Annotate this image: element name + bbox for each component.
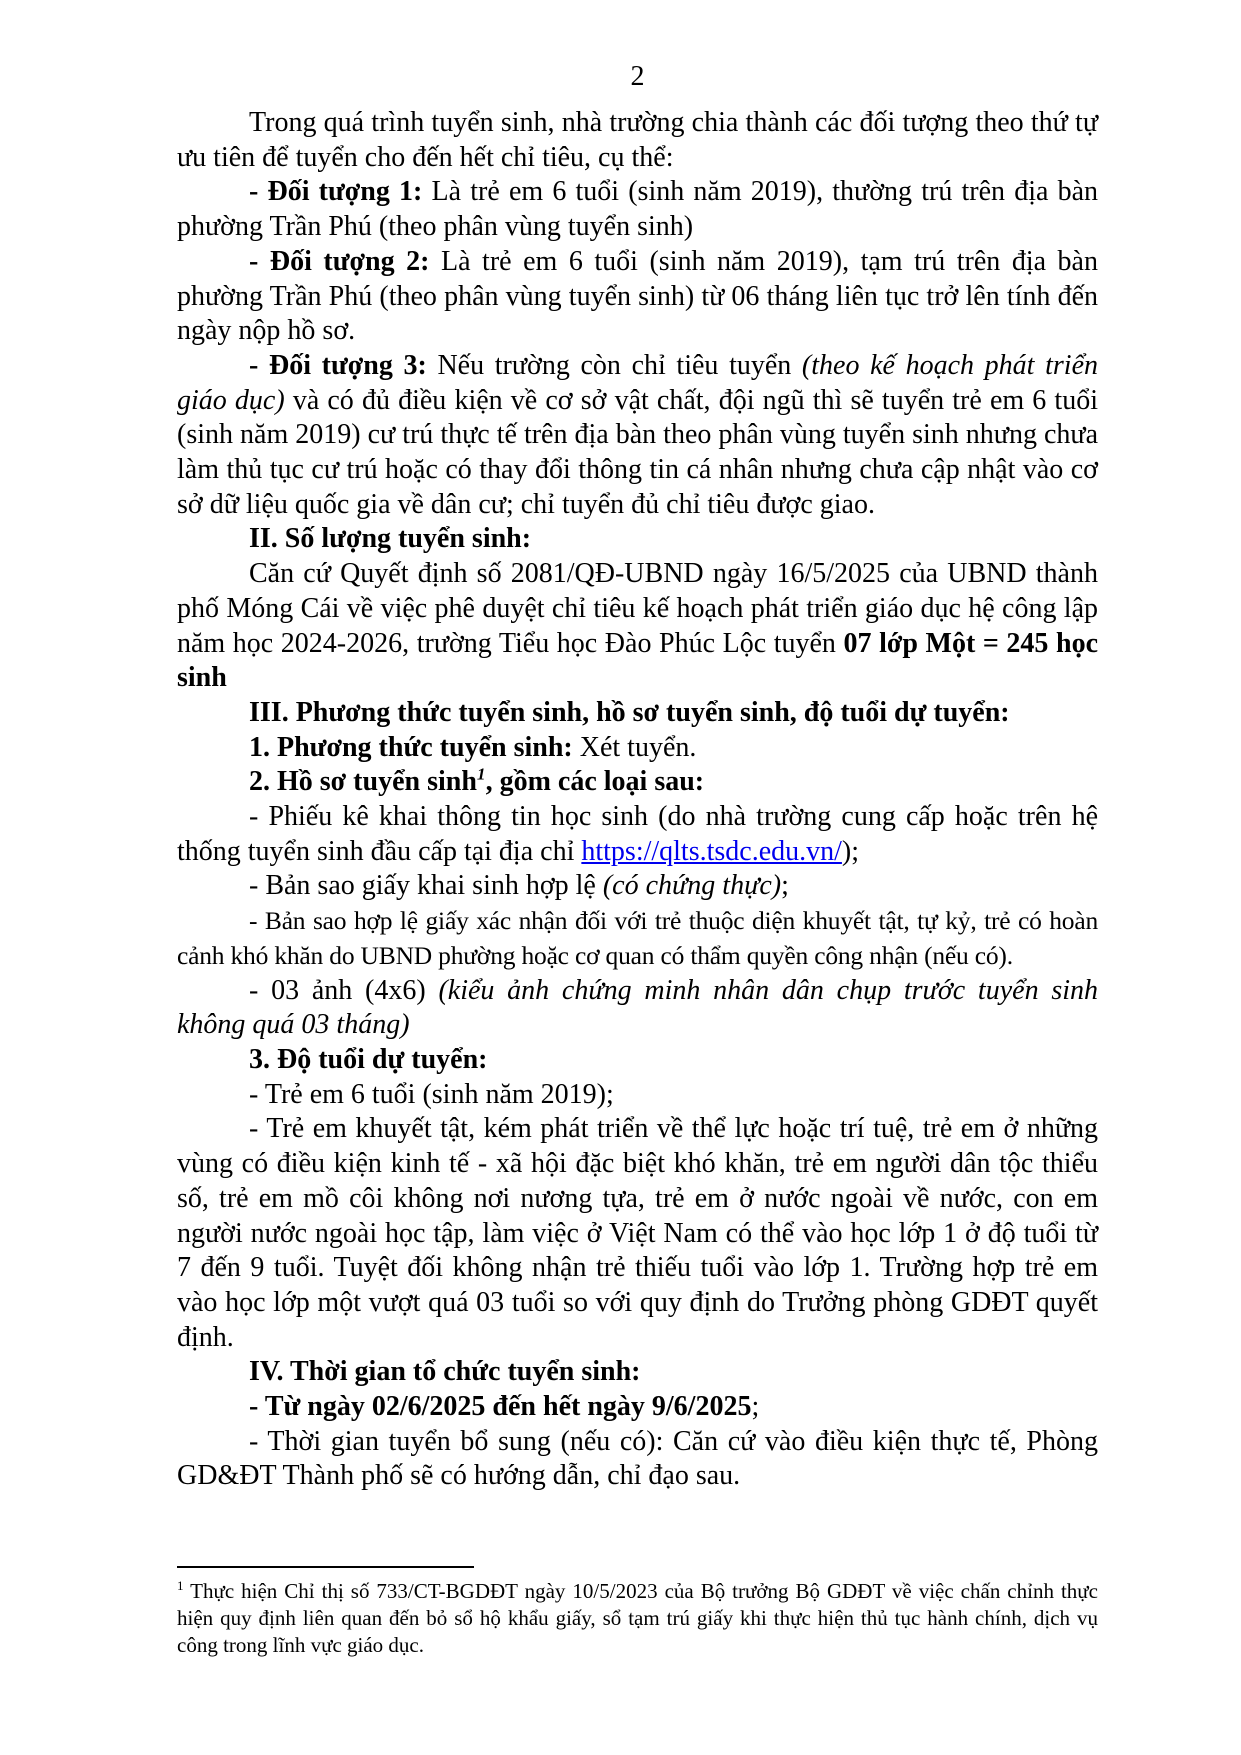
paragraph-thoi-gian [177,1390,1098,1425]
page-number: 2 [630,61,645,92]
paragraph-phuong-thuc [177,731,1098,766]
document-body [177,106,1098,1494]
text-run: ); [841,835,860,867]
text-run: Là trẻ em 6 tuổi (sinh năm 2019), thường trú trên địa bàn phường Trần Phú (theo phân vùng tuyển sinh) [177,176,1098,243]
paragraph-anh-the [177,974,1098,1043]
text-run: Nếu trường còn chỉ tiêu tuyển [426,349,802,381]
text-run: - Phiếu kê khai thông tin học sinh (do nhà trường cung cấp hoặc trên hệ thống tuyển sinh đầu cấp tại địa chỉ [177,801,1098,867]
text-run: - 03 ảnh (4x6) [249,974,439,1006]
paragraph-tre-khuyet-tat [177,1112,1098,1355]
text-run: - Đối tượng 1: [249,176,423,208]
heading-do-tuoi-du-tuyen [177,1043,1098,1078]
footnote-section [177,1566,1098,1659]
paragraph-ban-sao-xac-nhan [177,904,1098,973]
enrollment-portal-link[interactable]: https://qlts.tsdc.edu.vn/ [581,835,842,867]
paragraph-tre-6-tuoi [177,1078,1098,1113]
paragraph-doi-tuong-2 [177,245,1098,349]
text-run: 07 lớp Một = 245 học sinh [177,627,1098,694]
text-run: - Đối tượng 3: [249,349,427,381]
paragraph-can-cu-quyet-dinh [177,557,1098,696]
text-run: - Trẻ em 6 tuổi (sinh năm 2019); [249,1078,614,1110]
paragraph-phieu-ke-khai [177,800,1098,869]
paragraph-doi-tuong-3 [177,349,1098,523]
text-run: ; [781,870,789,902]
paragraph-ho-so-tuyen-sinh [177,765,1098,800]
text-run: - Từ ngày 02/6/2025 đến hết ngày 9/6/2025 [249,1391,752,1423]
heading-phuong-thuc-tuyen-sinh [177,696,1098,731]
heading-text: 3. Độ tuổi dự tuyển: [249,1043,488,1075]
text-run: (theo kế hoạch phát triển giáo dục) [177,349,1098,416]
heading-text: III. Phương thức tuyển sinh, hồ sơ tuyển sinh, độ tuổi dự tuyển: [249,696,1010,728]
paragraph-doi-tuong-1 [177,175,1098,244]
text-run: Trong quá trình tuyển sinh, nhà trường chia thành các đối tượng theo thứ tự ưu tiên để tuyển cho đến hết chỉ tiêu, cụ thể: [177,107,1098,173]
footnote-text-run: Thực hiện Chỉ thị số 733/CT-BGDĐT ngày 10/5/2023 của Bộ trưởng Bộ GDĐT về việc chấn chỉnh thực hiện quy định liên quan đến bỏ sổ hộ khẩu giấy, sổ tạm trú giấy khi thực hiện thủ tục hành chính, dịch vụ công trong lĩnh vực giáo dục. [177,1579,1098,1657]
text-run: - Trẻ em khuyết tật, kém phát triển về thể lực hoặc trí tuệ, trẻ em ở những vùng có điều kiện kinh tế - xã hội đặc biệt khó khăn, trẻ em người dân tộc thiểu số, trẻ em mồ côi không nơi nương tựa, trẻ em ở nước ngoài về nước, con em người nước ngoài học tập, làm việc ở Việt Nam có thể vào học lớp 1 ở độ tuổi từ 7 đến 9 tuổi. Tuyệt đối không nhận trẻ thiếu tuổi vào lớp 1. Trường hợp trẻ em vào học lớp một vượt quá 03 tuổi so với quy định do Trưởng phòng GDĐT quyết định. [177,1113,1098,1353]
footnote-separator [177,1566,474,1568]
text-run: 2. Hồ sơ tuyển sinh [249,766,477,798]
text-run: Căn cứ Quyết định số 2081/QĐ-UBND ngày 16/5/2025 của UBND thành phố Móng Cái về việc phê duyệt chỉ tiêu kế hoạch phát triển giáo dục hệ công lập năm học 2024-2026, trường Tiểu học Đào Phúc Lộc tuyển [177,558,1098,659]
text-run: Xét tuyển. [572,731,697,763]
text-run: Là trẻ em 6 tuổi (sinh năm 2019), tạm trú trên địa bàn phường Trần Phú (theo phân vùng tuyển sinh) từ 06 tháng liên tục trở lên tính đến ngày nộp hồ sơ. [177,245,1098,347]
text-run: (có chứng thực) [602,870,782,902]
text-run: và có đủ điều kiện về cơ sở vật chất, đội ngũ thì sẽ tuyển trẻ em 6 tuổi (sinh năm 2019) cư trú thực tế trên địa bàn theo phân vùng tuyển sinh nhưng chưa làm thủ tục cư trú hoặc có thay đổi thông tin cá nhân nhưng chưa cập nhật vào cơ sở dữ liệu quốc gia về dân cư; chỉ tuyển đủ chỉ tiêu được giao. [177,384,1098,520]
paragraph-intro [177,106,1098,175]
footnote [177,1578,1098,1659]
text-run: , gồm các loại sau: [485,766,705,798]
text-run: (kiểu ảnh chứng minh nhân dân chụp trước tuyển sinh không quá 03 tháng) [177,974,1099,1041]
text-run: - Bản sao hợp lệ giấy xác nhận đối với trẻ thuộc diện khuyết tật, tự kỷ, trẻ có hoàn cảnh khó khăn do UBND phường hoặc cơ quan có thẩm quyền công nhận (nếu có). [177,906,1098,970]
text-run: - Đối tượng 2: [249,245,430,277]
heading-so-luong-tuyen-sinh [177,522,1098,557]
text-run: 1. Phương thức tuyển sinh: [249,731,573,763]
paragraph-ban-sao-khai-sinh [177,869,1098,904]
footnote-reference: 1 [476,765,486,785]
footnote-marker: 1 [177,1578,184,1593]
heading-text: IV. Thời gian tổ chức tuyển sinh: [249,1356,641,1388]
text-run: ; [751,1391,760,1423]
paragraph-tuyen-bo-sung [177,1425,1098,1494]
text-run: - Bản sao giấy khai sinh hợp lệ [249,870,603,902]
text-run: - Thời gian tuyển bổ sung (nếu có): Căn cứ vào điều kiện thực tế, Phòng GD&ĐT Thành phố sẽ có hướng dẫn, chỉ đạo sau. [177,1425,1098,1492]
heading-text: II. Số lượng tuyển sinh: [249,523,532,555]
heading-thoi-gian-tuyen-sinh [177,1355,1098,1390]
